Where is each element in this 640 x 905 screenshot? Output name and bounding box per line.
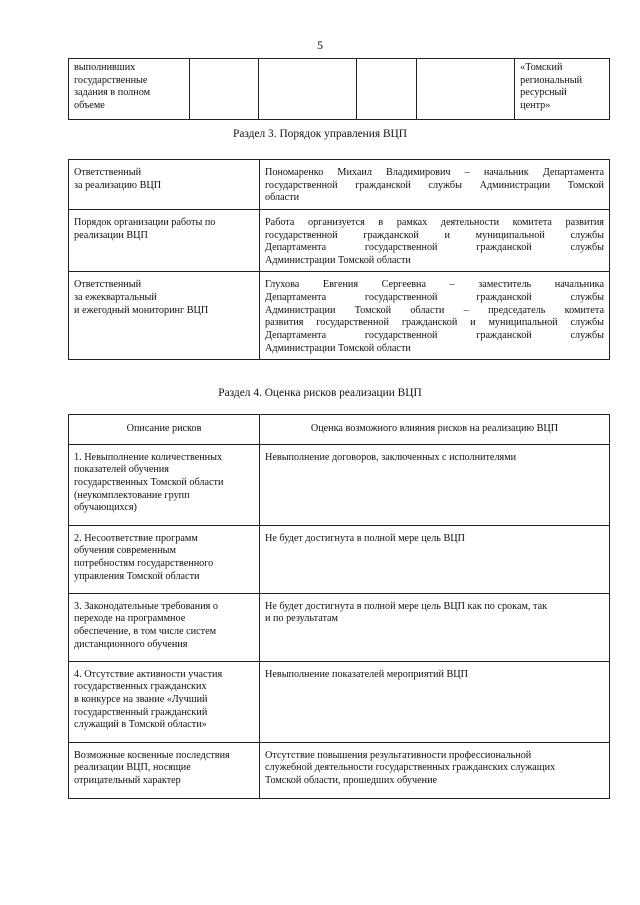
table-row (69, 59, 610, 120)
section4-title: Раздел 4. Оценка рисков реализации ВЦП (218, 387, 422, 399)
table-cell: 4. Отсутствие активности участия государственных гражданских в конкурсе на звание «Лучший государственный гражданский служащий в Томской области» (69, 661, 260, 742)
table-cell: 1. Невыполнение количественных показателей обучения государственных Томской области (неукомплектование групп обучающихся) (69, 444, 260, 525)
table-row (69, 160, 610, 210)
table-cell: выполнивших государственные задания в полном объеме (69, 59, 190, 120)
section3-title: Раздел 3. Порядок управления ВЦП (232, 128, 408, 140)
table-cell (189, 59, 258, 120)
table-cell: 3. Законодательные требования о переходе на программное обеспечение, в том числе систем дистанционного обучения (69, 593, 260, 661)
table-cell: Возможные косвенные последствия реализации ВЦП, носящие отрицательный характер (69, 742, 260, 798)
column-header: Оценка возможного влияния рисков на реализацию ВЦП (260, 415, 610, 445)
table-cell (357, 59, 417, 120)
table-cell: Работа организуется в рамках деятельности комитета развития государственной гражданской и муниципальной службы Департамента государственной гражданской службы Администрации Томской области (260, 209, 610, 272)
column-header: Описание рисков (69, 415, 260, 445)
table-cell: Глухова Евгения Сергеевна – заместитель начальника Департамента государственной гражданской службы Администрации Томской области – председатель комитета развития государственной гражданской и муниципальной службы Департамента государственной гражданской службы Администрации Томской области (260, 272, 610, 360)
table-cell: Невыполнение показателей мероприятий ВЦП (260, 661, 610, 742)
table-row (69, 272, 610, 360)
table-cell: 2. Несоответствие программ обучения современным потребностям государственного управления Томской области (69, 525, 260, 593)
section4-risk-table (68, 414, 610, 799)
table-cell: Невыполнение договоров, заключенных с исполнителями (260, 444, 610, 525)
table-cell: Пономаренко Михаил Владимирович – начальник Департамента государственной гражданской службы Администрации Томской области (260, 160, 610, 210)
table-row (69, 661, 610, 742)
table-row (69, 525, 610, 593)
table-row (69, 444, 610, 525)
table-cell: Не будет достигнута в полной мере цель ВЦП как по срокам, так и по результатам (260, 593, 610, 661)
table-cell (416, 59, 514, 120)
table-cell: «Томский региональный ресурсный центр» (515, 59, 610, 120)
table-cell: Ответственный за реализацию ВЦП (69, 160, 260, 210)
table-row (69, 742, 610, 798)
continuation-table (68, 58, 610, 120)
page-number: 5 (317, 38, 323, 52)
table-row (69, 209, 610, 272)
table-cell: Не будет достигнута в полной мере цель ВЦП (260, 525, 610, 593)
table-cell: Ответственный за ежеквартальный и ежегодный мониторинг ВЦП (69, 272, 260, 360)
table-cell (259, 59, 357, 120)
table-header-row (69, 415, 610, 445)
table-row (69, 593, 610, 661)
section3-table (68, 159, 610, 360)
table-cell: Отсутствие повышения результативности профессиональной служебной деятельности государственных гражданских служащих Томской области, прошедших обучение (260, 742, 610, 798)
table-cell: Порядок организации работы по реализации ВЦП (69, 209, 260, 272)
